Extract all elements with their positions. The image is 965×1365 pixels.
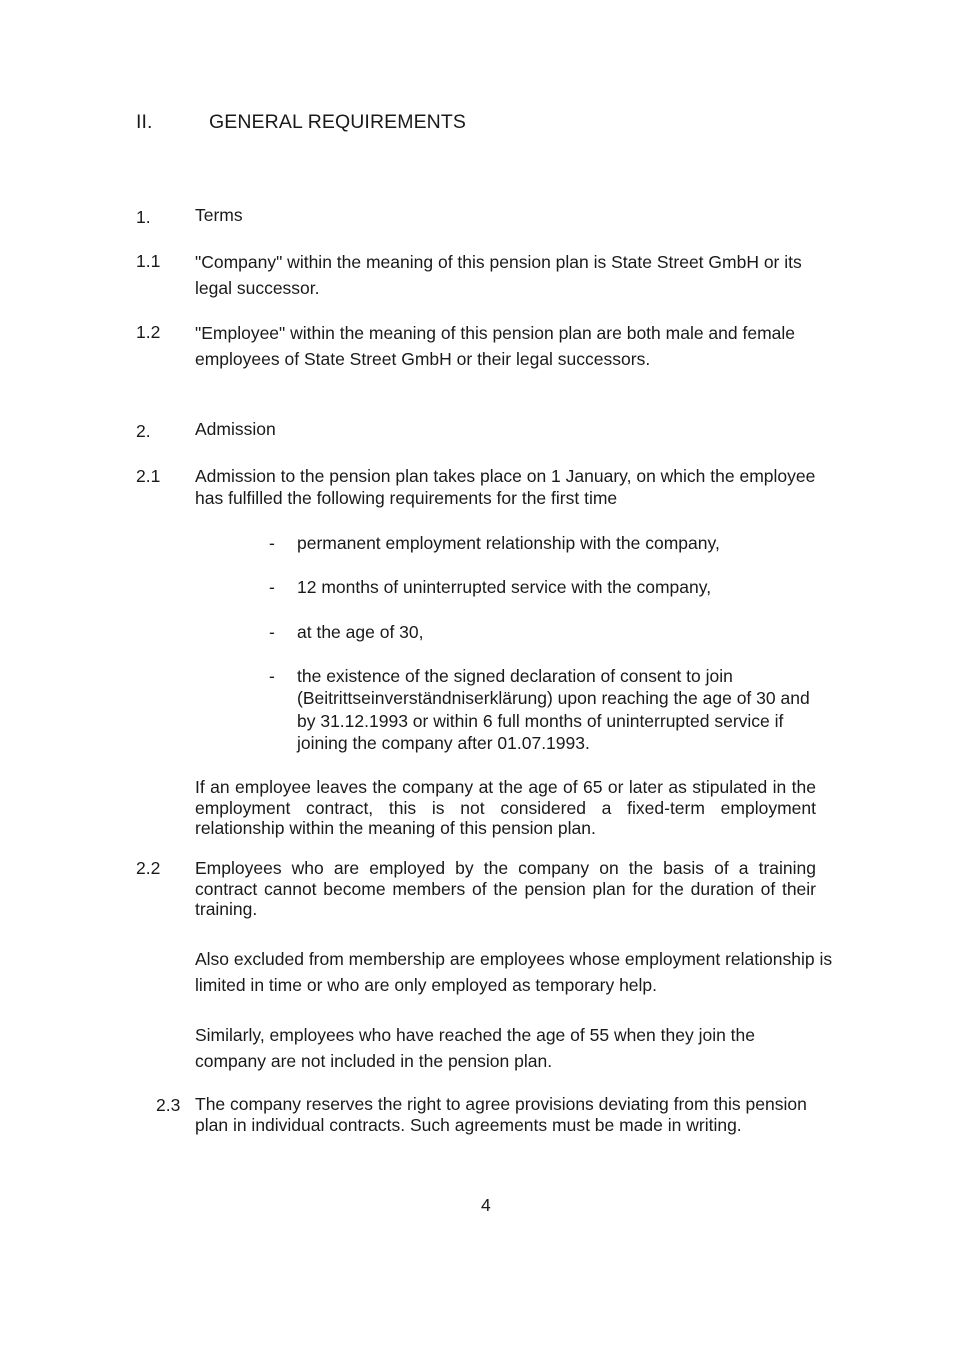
bullet-item: the existence of the signed declaration of consent to join (Beitrittseinverständniserklärung) upon reaching the age of 30 and by 31.12.1993 or within 6 full months of uninterrupted service if joining the company after 01.07.1993. — [297, 666, 810, 753]
page-number: 4 — [481, 1195, 491, 1215]
item-2-2-paragraph: Similarly, employees who have reached the age of 55 when they join the company are not included in the pension plan. — [195, 1025, 756, 1071]
admission-heading: Admission — [195, 419, 276, 439]
item-2-3-text: The company reserves the right to agree provisions deviating from this pension plan in individual contracts. Such agreements must be made in writing. — [195, 1094, 807, 1135]
terms-number: 1. — [136, 207, 151, 227]
admission-number: 2. — [136, 421, 151, 441]
section-number: II. — [136, 111, 153, 133]
bullet-marker: - — [269, 577, 275, 597]
term-1-2-number: 1.2 — [136, 322, 161, 342]
item-2-1-closing: If an employee leaves the company at the age of 65 or later as stipulated in the employment contract, this is not considered a fixed-term employment relationship within the meaning of this pension plan. — [195, 777, 816, 838]
bullet-item: permanent employment relationship with the company, — [297, 533, 720, 553]
term-1-2-text: "Employee" within the meaning of this pension plan are both male and female employees of State Street GmbH or their legal successors. — [195, 323, 796, 369]
term-1-1-text: "Company" within the meaning of this pension plan is State Street GmbH or its legal successor. — [195, 252, 802, 298]
item-2-1-number: 2.1 — [136, 466, 161, 486]
bullet-marker: - — [269, 666, 275, 686]
bullet-item: at the age of 30, — [297, 622, 424, 642]
term-1-1-number: 1.1 — [136, 251, 161, 271]
item-2-2-paragraph: Also excluded from membership are employees whose employment relationship is limited in time or who are only employed as temporary help. — [195, 949, 833, 995]
bullet-marker: - — [269, 533, 275, 553]
bullet-marker: - — [269, 622, 275, 642]
item-2-2-number: 2.2 — [136, 858, 161, 878]
item-2-3-number: 2.3 — [156, 1095, 181, 1115]
section-title: GENERAL REQUIREMENTS — [209, 111, 466, 133]
item-2-1-intro: Admission to the pension plan takes place on 1 January, on which the employee has fulfilled the following requirements for the first time — [195, 466, 816, 508]
bullet-item: 12 months of uninterrupted service with the company, — [297, 577, 712, 597]
terms-heading: Terms — [195, 205, 243, 225]
item-2-2-paragraph: Employees who are employed by the company on the basis of a training contract cannot become members of the pension plan for the duration of their training. — [195, 858, 816, 919]
